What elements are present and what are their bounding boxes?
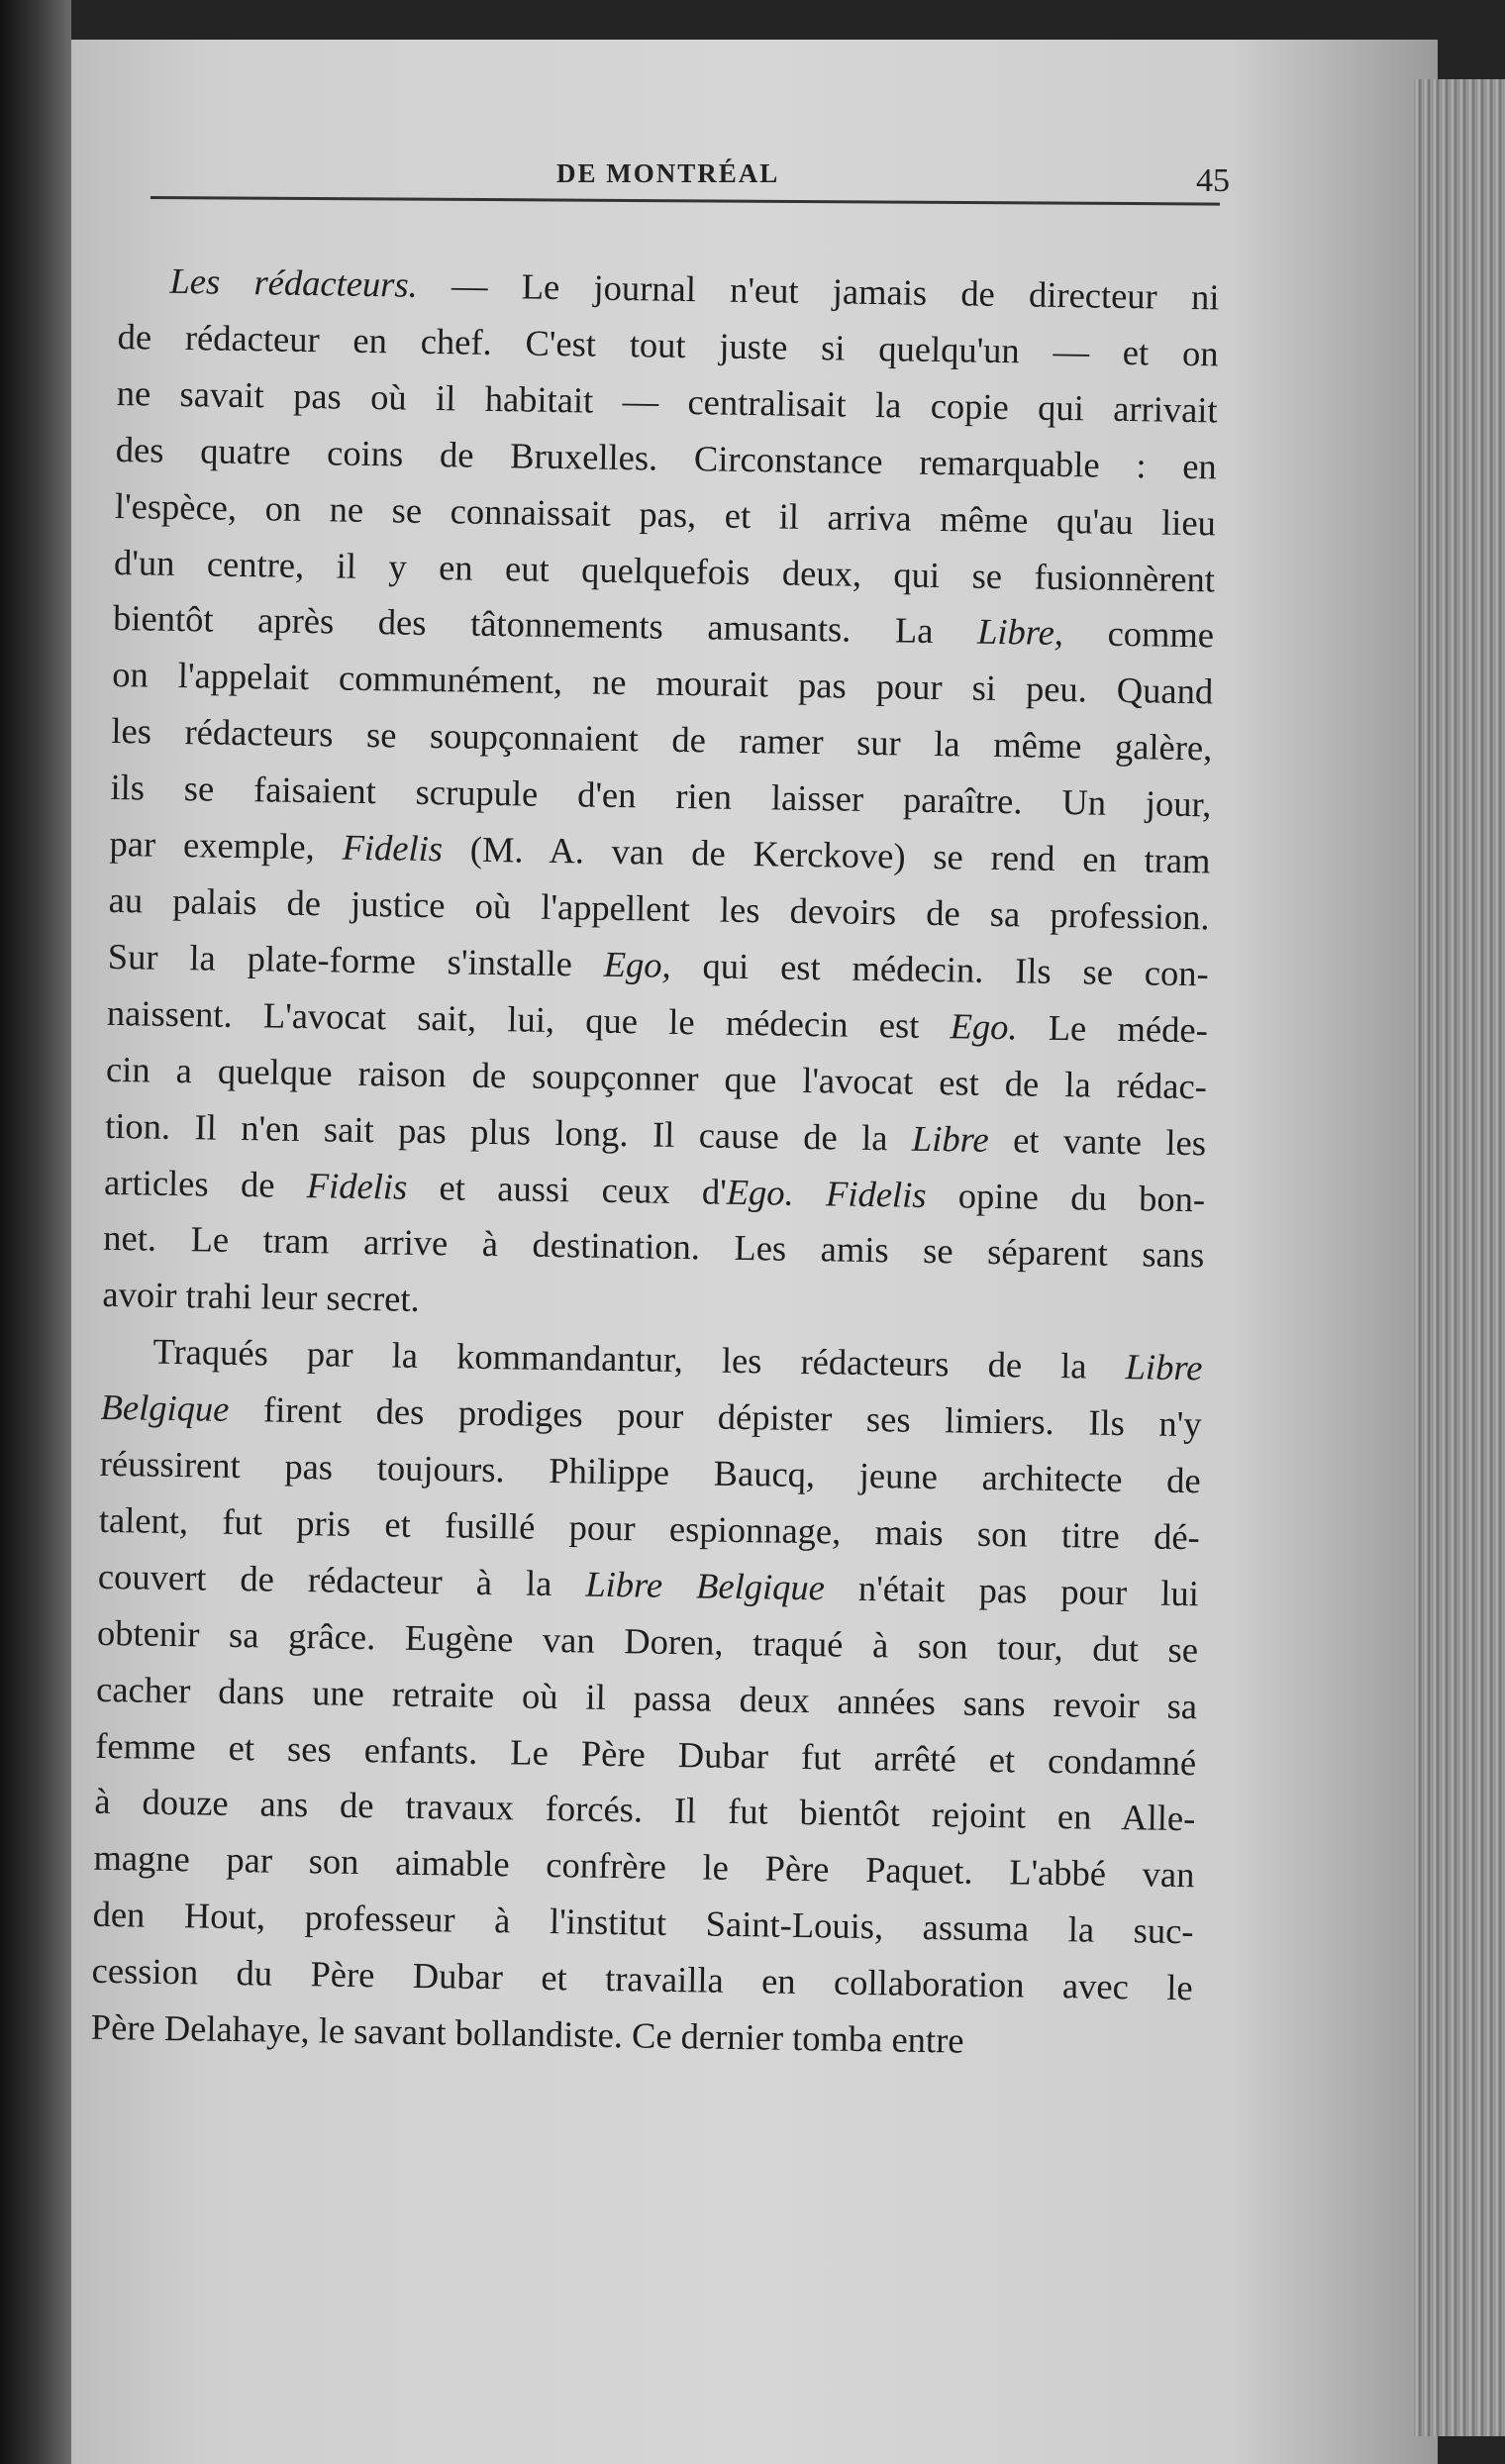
italic-run: Libre, [976,611,1064,654]
text-run: (M. A. van de Kerckove) se rend en tram [442,828,1211,881]
italic-run: Libre Belgique [585,1563,826,1608]
italic-run: Ego. [950,1005,1018,1048]
text-run: net. Le tram arrive à destination. Les amis se séparent sans [103,1217,1205,1276]
text-run: firent des prodiges pour dépister ses limiers. Ils n'y [229,1388,1202,1445]
italic-run: Fidelis [342,826,444,870]
text-run: à douze ans de travaux forcés. Il fut bientôt rejoint en Alle- [94,1781,1196,1839]
text-run: on l'appelait communément, ne mourait pas pour si peu. Quand [111,654,1214,712]
italic-run: Libre [1125,1346,1203,1388]
text-run: articles de [103,1161,308,1205]
text-run: de rédacteur en chef. C'est tout juste si quelqu'un — et on [117,315,1219,374]
text-run: les rédacteurs se soupçonnaient de ramer sur la même galère, [111,710,1213,769]
italic-run: Ego. [726,1171,795,1213]
text-run: opine du bon- [926,1174,1206,1219]
italic-run: Fidelis [306,1164,408,1207]
text-run: magne par son aimable confrère le Père Paquet. L'abbé van [93,1837,1195,1896]
text-run: cin a quelque raison de soupçonner que l'avocat est de la rédac- [105,1048,1208,1107]
text-run: n'était pas pour lui [824,1567,1200,1614]
text-run: cession du Père Dubar et travailla en collaboration avec le [91,1949,1193,2008]
text-run: couvert de rédacteur à la [97,1555,586,1604]
text-run: des quatre coins de Bruxelles. Circonstance remarquable : en [115,428,1218,487]
italic-run: Les rédacteurs. [169,259,419,305]
text-run: Traqués par la kommandantur, les rédacteurs de la [152,1330,1127,1387]
text-run: au palais de justice où l'appellent les devoirs de sa profession. [108,878,1210,938]
text-run: Le méde- [1017,1006,1209,1051]
text-run: d'un centre, il y en eut quelquefois deux, qui se fusionnèrent [113,541,1216,599]
italic-run: Belgique [100,1386,230,1430]
text-run: et vante les [988,1118,1207,1163]
text-run: Sur la plate-forme s'installe [107,935,605,984]
text-run: tion. Il n'en sait pas plus long. Il cause de la [104,1104,913,1159]
text-run: ils se faisaient scrupule d'en rien laisser paraître. Un jour, [110,767,1212,825]
text-run: ne savait pas où il habitait — centralisait la copie qui arrivait [116,371,1218,431]
text-run: cacher dans une retraite où il passa deux années sans revoir sa [95,1668,1198,1726]
text-run: femme et ses enfants. Le Père Dubar fut arrêté et condamné [95,1724,1197,1783]
text-run [793,1172,826,1213]
text-run: l'espèce, on ne se connaissait pas, et il arriva même qu'au lieu [114,484,1217,544]
text-run: bientôt après des tâtonnements amusants. La [112,597,978,653]
text-run: et aussi ceux d' [406,1166,728,1212]
text-run: — Le journal n'eut jamais de directeur ni [417,263,1220,318]
page-number: 45 [1196,162,1230,199]
body-text [90,253,1219,2073]
text-run: obtenir sa grâce. Eugène van Doren, traqué à son tour, dut se [96,1611,1199,1671]
text-run: réussirent pas toujours. Philippe Baucq, jeune architecte de [99,1442,1201,1501]
running-head [150,149,1230,218]
text-run: talent, fut pris et fusillé pour espionnage, mais son titre dé- [98,1498,1201,1558]
text-run: Père Delahaye, le savant bollandiste. Ce dernier tomba entre [90,2005,964,2061]
binding-shadow [0,0,71,2464]
text-run: avoir trahi leur secret. [102,1274,420,1320]
text-run: den Hout, professeur à l'institut Saint-Louis, assuma la suc- [92,1894,1194,1952]
text-run: comme [1062,612,1215,656]
text-run: par exemple, [109,822,343,868]
page-edges [1414,79,1505,2436]
text-run: naissent. L'avocat sait, lui, que le médecin est [106,991,951,1047]
text-run: qui est médecin. Ils se con- [670,944,1210,994]
running-head-title: DE MONTRÉAL [556,158,780,188]
italic-run: Libre [911,1117,990,1160]
italic-run: Ego, [603,943,672,985]
italic-run: Fidelis [825,1172,927,1215]
